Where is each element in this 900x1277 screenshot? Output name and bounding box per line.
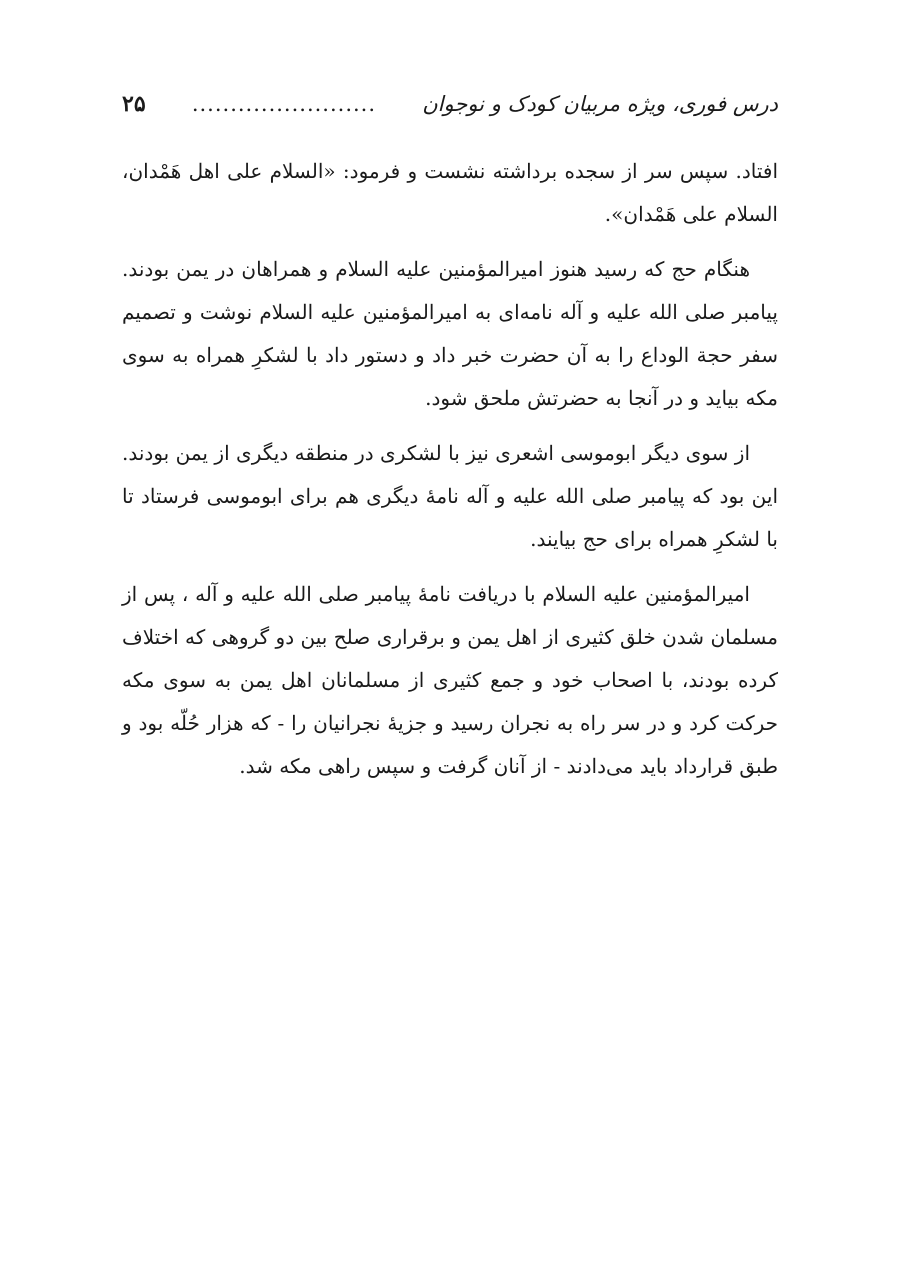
header-leader-dots: ........................ [191, 92, 377, 116]
paragraph-4: امیرالمؤمنین علیه السلام با دریافت نامهٔ پیامبر صلی الله علیه و آله ، پس از مسلمان شدن خلق کثیری از اهل یمن و برقراری صلح بین دو گروهی که اختلاف کرده بودند، با اصحاب خود و جمع کثیری از مسلمانان اهل یمن به سوی مکه حرکت کرد و در سر راه به نجران رسید و جزیهٔ نجرانیان را - که هزار حُلّه بود و طبق قرارداد باید می‌دادند - از آنان گرفت و سپس راهی مکه شد. [122, 582, 778, 778]
paragraph-2: هنگام حج که رسید هنوز امیرالمؤمنین علیه السلام و همراهان در یمن بودند. پیامبر صلی الله علیه و آله نامه‌ای به امیرالمؤمنین علیه السلام نوشت و تصمیم سفر حجة الوداع را به آن حضرت خبر داد و دستور داد با لشکرِ همراه به سوی مکه بیاید و در آنجا به حضرتش ملحق شود. [122, 257, 778, 410]
page-number: ۲۵ [122, 91, 146, 117]
running-header [122, 88, 778, 120]
body-text [122, 150, 778, 800]
paragraph-3: از سوی دیگر ابوموسی اشعری نیز با لشکری در منطقه دیگری از یمن بودند. این بود که پیامبر صلی الله علیه و آله نامهٔ دیگری هم برای ابوموسی فرستاد تا با لشکرِ همراه برای حج بیایند. [122, 441, 779, 551]
header-title: درس فوری، ویژه مربیان کودک و نوجوان [422, 92, 778, 116]
paragraph-1: افتاد. سپس سر از سجده برداشته نشست و فرمود: «السلام علی اهل هَمْدان، السلام علی هَمْدان». [122, 159, 778, 226]
